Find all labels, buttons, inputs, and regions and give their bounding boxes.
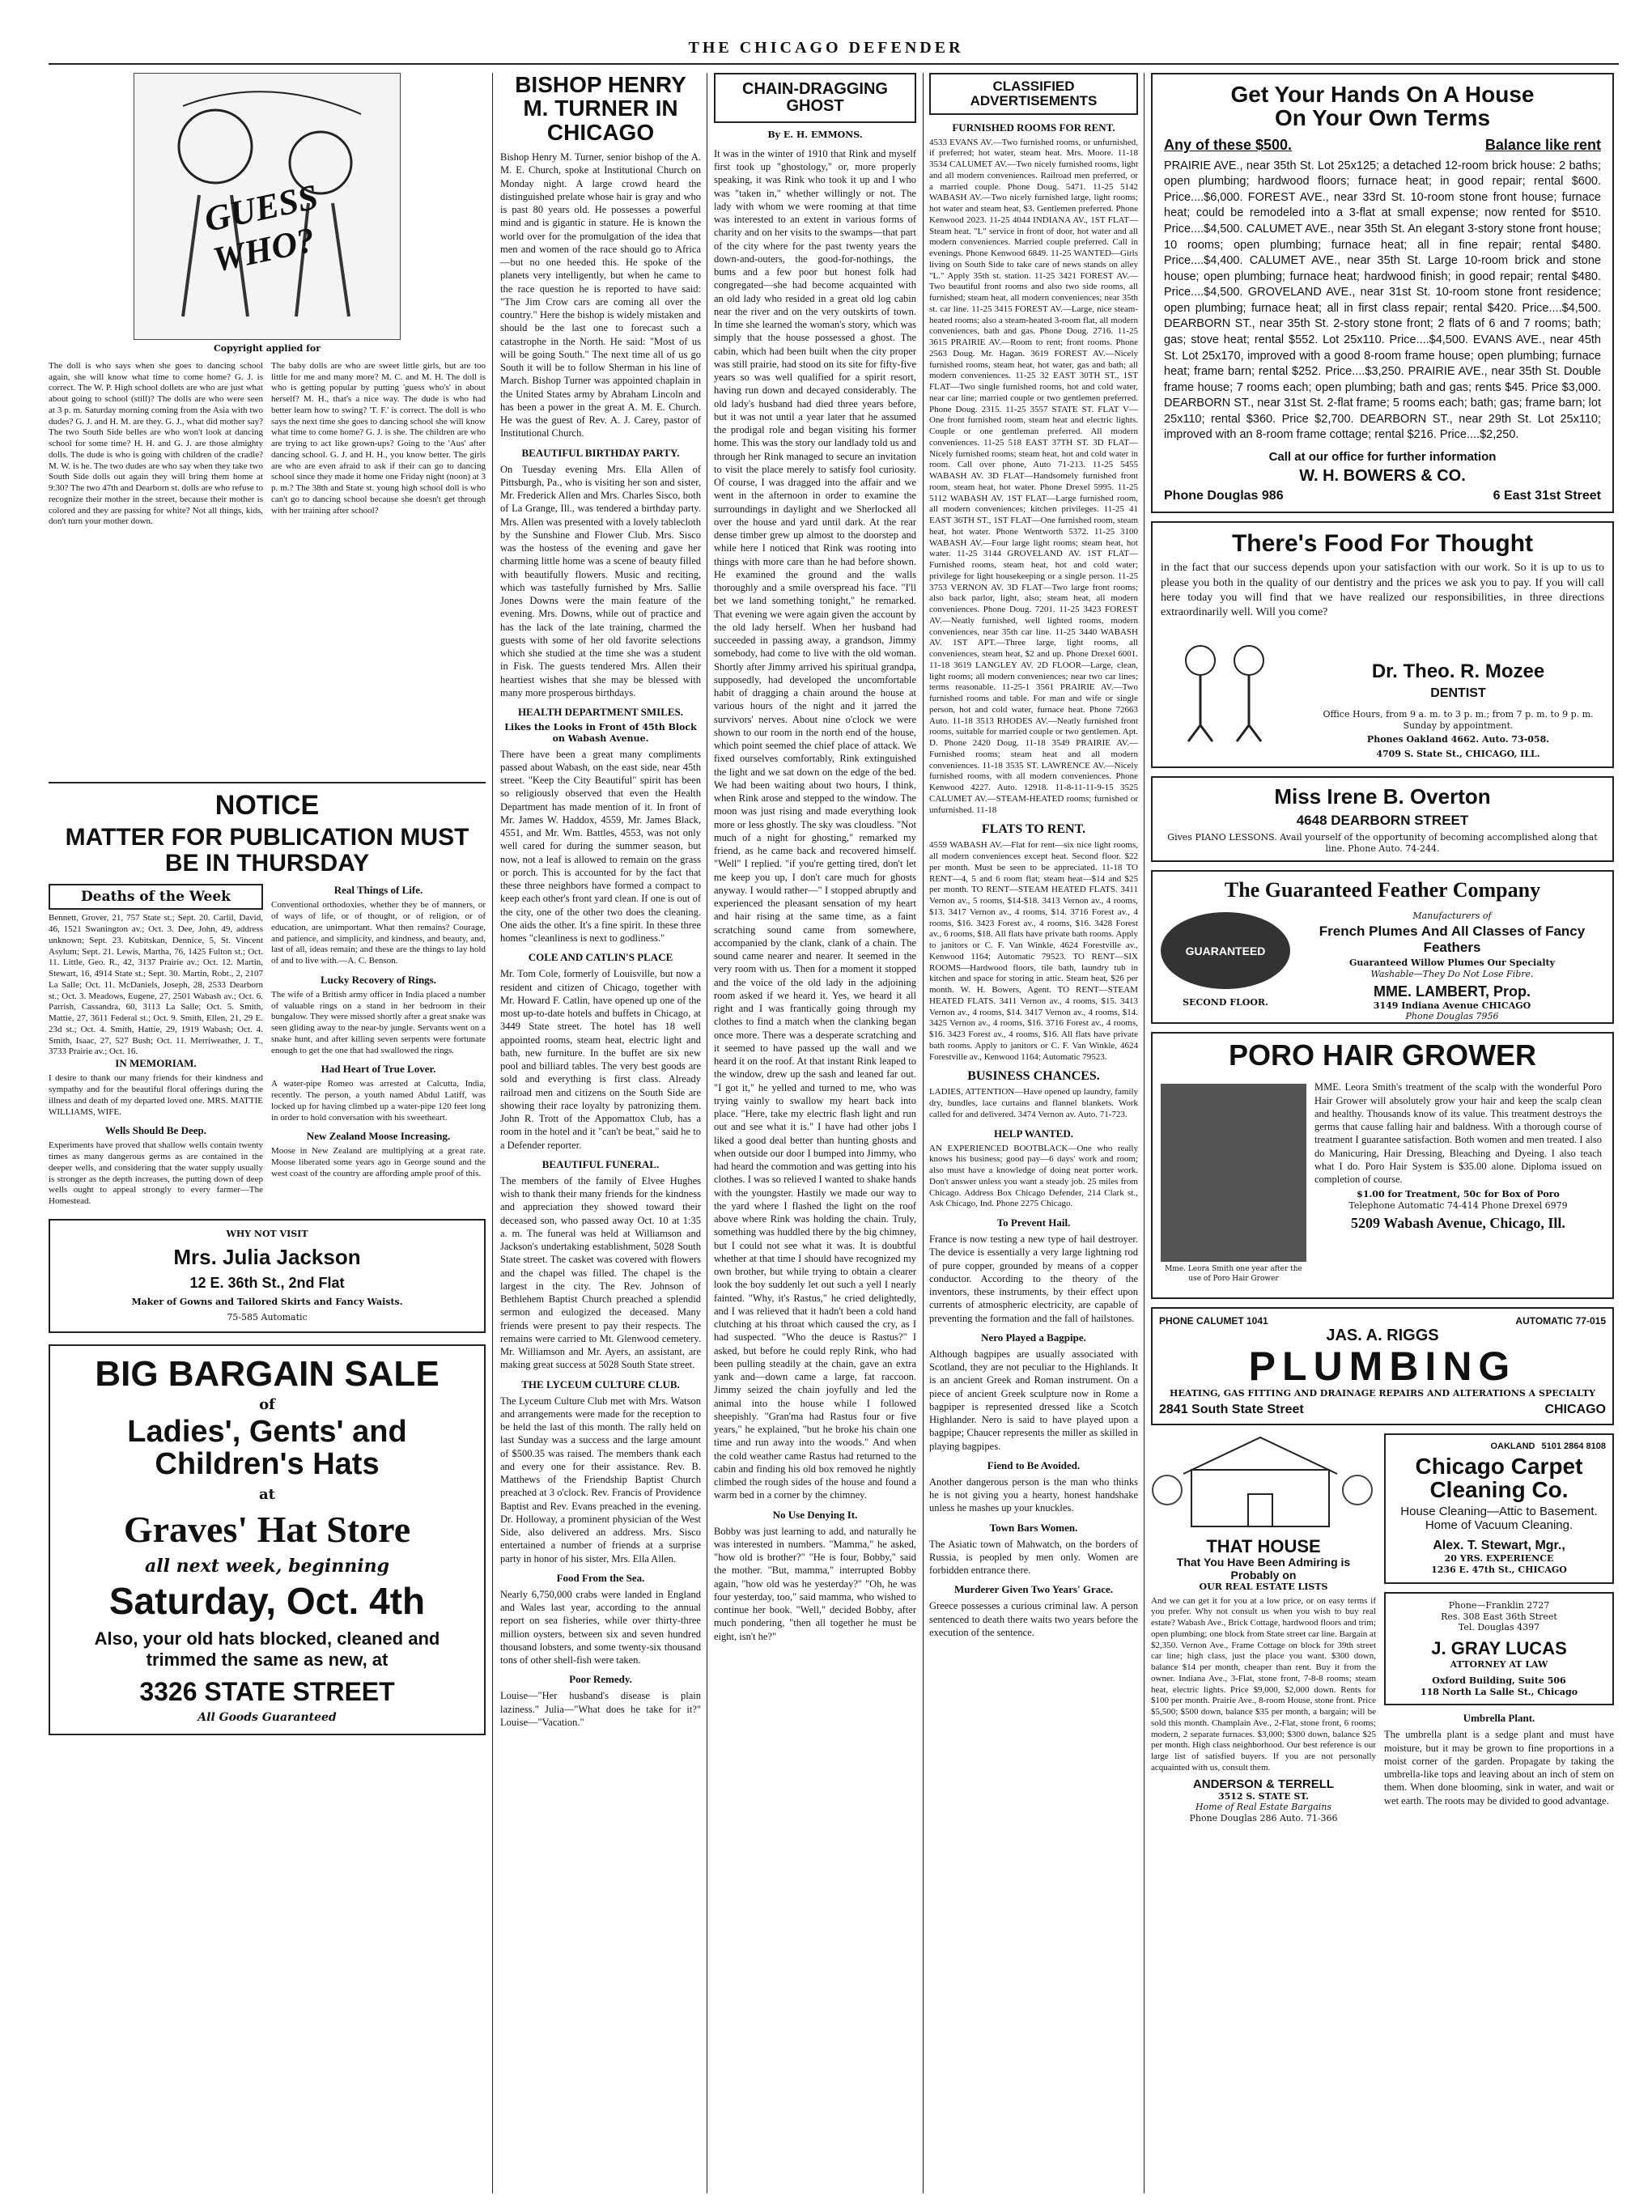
lucas-phone: Phone—Franklin 2727 [1448, 1599, 1550, 1611]
carpet-addr: 1236 E. 47th St., CHICAGO [1431, 1565, 1567, 1576]
memoriam-title: IN MEMORIAM. [115, 1057, 197, 1070]
ghost-headline: CHAIN-DRAGGING GHOST [742, 80, 888, 115]
food-thought-body: in the fact that our success depends upon your satisfaction with our work. So it is up to us to please you both in the quality of our dentistry and the prices we ask you to pay. If you will call here today you will find that we have realized our responsibilities, in three directions extraordinarily well. Will you come? [1161, 562, 1604, 618]
plumb-title: PLUMBING [1248, 1344, 1517, 1390]
dentist-ad [1151, 521, 1614, 768]
plumb-auto: AUTOMATIC 77-015 [1515, 1315, 1606, 1327]
hail-title: To Prevent Hail. [996, 1216, 1071, 1229]
bobby-title: No Use Denying It. [772, 1508, 858, 1521]
moose-title: New Zealand Moose Increasing. [306, 1130, 451, 1143]
plumb-phone: PHONE CALUMET 1041 [1159, 1315, 1268, 1327]
column-3 [714, 73, 916, 2201]
remedy-title: Poor Remedy. [569, 1673, 632, 1686]
bowers-ad [1151, 73, 1614, 513]
sale-when: all next week, beginning [145, 1556, 389, 1577]
poro-price: $1.00 for Treatment, 50c for Box of Poro [1357, 1189, 1560, 1200]
deaths-list: Bennett, Grover, 21, 757 State st.; Sept. 20. Carlil, David, 46, 1521 Swanington av.; Oct. 3. Dee, John, 49, address unknown; Sept. 23. Kubitskan, Dennice, 5, St. Vincent Asylum; Sept. 21. Lewis, Martha, 76, 1425 Fulton st.; Oct. 11. Little, Geo. R., 42, 3137 Prairie av.; Oct. 12. Martin, Stewart, 16, 4914 State st.; Sept. 30. Martin, Robt., 2, 2107 La Salle; Oct. 11. McDaniels, Joseph, 28, 2533 Dearborn st.; Oct. 3. Meadows, Eugene, 27, 2501 Wabash av.; Oct. 6. Parrish, Cassandra, 60, 3113 La Salle; Oct. 5. Smith, Mattie, 27, 3611 Federal st.; Oct. 9. Smith, Ellen, 21, 29 E. 23d st.; Oct. 4. Smith, Hattie, 29, 1919 Wabash; Oct. 4. Smith, Isaac, 27, 527 Bush; Oct. 11. Merriweather, J. T., 3733 Prairie av.; Oct. 16. [49, 913, 263, 1057]
health-body: There have been a great many compliments passed about Wabash, on the east side, near 45th street. "Keep the City Beautiful" spirit has been so religiously observed that even the Health Department has made mention of it. In front of Mr. James W. Haddox, 4559, Mr. James Black, 4551, and Mr. Wm. Battles, 4553, was not only well cared for during the summer season, but now, not a leaf is allowed to remain on the grass or porch. This is accounted for by the fact that these three neighbors have formed a compact to keep each other's front yard clean. If one is out of the city, one of the other two does the cleaning. One aids the other. It's a fine spirit. In these three homes "cleanliness is next to godliness." [500, 748, 701, 945]
feather-mfr: Manufacturers of [1412, 911, 1492, 922]
wells-body: Experiments have proved that shallow wells contain twenty times as many dangerous germs as are contained in the deeper wells, and considering that the water supply usually is stronger as the depth increases, the putting down of deep wells ought to appeal strongly to every farmer—The Homestead. [49, 1140, 263, 1207]
dentist-cartoon-icon [1164, 636, 1285, 749]
heart-body: A water-pipe Romeo was arrested at Calcutta, India, recently. The person, a youth named Abdul Latiff, was locked up for having climbed up a water-pipe 120 feet long in order to hold conversation with his sweetheart. [271, 1079, 486, 1123]
memoriam-body: I desire to thank our many friends for their kindness and sympathy and for the beautiful floral offerings during the illness and death of my departed loved one. MRS. MATTIE WILLIAMS, WIFE. [49, 1073, 263, 1117]
poro-portrait [1161, 1084, 1306, 1262]
that-list-head: OUR REAL ESTATE LISTS [1199, 1581, 1328, 1592]
piano-name: Miss Irene B. Overton [1274, 783, 1491, 809]
column-rule-1 [492, 73, 493, 2193]
plumb-addr: 2841 South State Street [1159, 1402, 1304, 1416]
hail-body: France is now testing a new type of hail destroyer. The device is essentially a very large lightning rod of pure copper, grounded by means of a copper conductor. According to the theory of the inventors, these instruments, by their effect upon currents of atmospheric electricity, are capable of preventing the formation and the fall of hailstones. [929, 1233, 1138, 1324]
why-desc: Maker of Gowns and Tailored Skirts and Fancy Waists. [131, 1296, 403, 1307]
cole-body: Mr. Tom Cole, formerly of Louisville, but now a resident and citizen of Chicago, together with Mr. Howard F. Catlin, have opened up one of the most up-to-date hotels and buffets in Chicago, at 3449 State street. The hotel has 18 well appointed rooms, steam heat, electric light and bath, new furniture. In the buffet are six new pool and billiard tables. The very best goods are sold and everything is first class. Already railroad men and citizens on the South Side are showing their race loyalty by patronizing them. John R. Trott of the Appomattox Club, has a room in the hotel and it "can't be beat," said he to a Defender reporter. [500, 968, 701, 1151]
column-1 [49, 73, 486, 2201]
carpet-mgr: Alex. T. Stewart, Mgr., [1433, 1539, 1565, 1553]
funeral-title: BEAUTIFUL FUNERAL. [541, 1157, 660, 1170]
that-addr: 3512 S. STATE ST. [1217, 1790, 1310, 1802]
sale-at: at [259, 1486, 275, 1504]
party-title: BEAUTIFUL BIRTHDAY PARTY. [521, 446, 680, 459]
julia-jackson-ad [49, 1219, 486, 1333]
masthead: THE CHICAGO DEFENDER [688, 39, 964, 57]
party-body: On Tuesday evening Mrs. Ella Allen of Pittsburgh, Pa., who is visiting her son and sister, Mr. Frederick Allen and Mrs. Charles Sisco, both of La Grange, Ill., was tendered a birthday party. Mrs. Allen was presented with a lovely tablecloth by the Sunshine and Flower Club. Mrs. Sisco was the hostess of the evening and gave her charming little home was a scene of beauty filled with beautifully flowers. Music and reciting, which was tastefully furnished by Mrs. Sallie Jones Downs were the main feature of the evening. Mrs. Downs, while out of practice and has the lack of the late training, charmed the guests with some of her old favorite selections which she studied at the time she was a student in Fisk. The guests tendered Mrs. Allen their heartiest wishes that she may be blessed with many more prosperous birthdays. [500, 463, 701, 698]
rings-body: The wife of a British army officer in India placed a number of valuable rings on a stand in her bedroom in their bungalow. They were missed shortly after a great snake was seen gliding away to the near-by jungle. Servants went on a snake hunt, and after killing seven serpents were fortunate enough to get the one that had swallowed the rings. [271, 989, 486, 1055]
sale-addr: 3326 STATE STREET [139, 1677, 395, 1707]
cole-title: COLE AND CATLIN'S PLACE [528, 951, 673, 964]
ghost-byline: By E. H. EMMONS. [767, 129, 863, 140]
plumb-name: JAS. A. RIGGS [1326, 1327, 1439, 1345]
bargain-sale-ad [49, 1344, 486, 1735]
feather-phone: Phone Douglas 7956 [1405, 1011, 1499, 1022]
house-title-1: Get Your Hands On A House [1230, 82, 1535, 107]
feather-ad [1151, 870, 1614, 1024]
fiend-title: Fiend to Be Avoided. [987, 1458, 1081, 1471]
lucas-name: J. GRAY LUCAS [1431, 1638, 1567, 1659]
feather-willow: Guaranteed Willow Plumes Our Specialty [1349, 957, 1555, 969]
dentist-title: DENTIST [1430, 686, 1486, 700]
sale-store: Graves' Hat Store [123, 1509, 411, 1551]
poro-title: PORO HAIR GROWER [1228, 1038, 1536, 1072]
that-home: Home of Real Estate Bargains [1195, 1802, 1332, 1813]
bobby-body: Bobby was just learning to add, and naturally he was interested in numbers. "Mamma," he asked, "how old is brother?" "He is four, Bobby," said the mother. "But, mamma," interrupted Bobby again, "how old was he yesterday?" "Oh, he was four yesterday, too," said mamma, who wished to continue her book. "Well," decided Bobby, after much pondering, "then all together he must be eight, isn't he?" [714, 1525, 916, 1642]
moose-body: Moose in New Zealand are multiplying at a great rate. Moose liberated some years ago in George sound and the west coast of the country are affording ample proof of this. [271, 1146, 486, 1178]
that-firm: ANDERSON & TERRELL [1192, 1777, 1335, 1791]
cartoon-caption: Copyright applied for [214, 343, 321, 354]
murder-body: Greece possesses a curious criminal law. A person sentenced to death there waits two years before the execution of the sentence. [929, 1600, 1138, 1638]
plumb-desc: HEATING, GAS FITTING AND DRAINAGE REPAIRS AND ALTERATIONS A SPECIALTY [1170, 1387, 1595, 1399]
column-2 [500, 73, 701, 2201]
house-phone: Phone Douglas 986 [1164, 488, 1284, 503]
umbrella-title: Umbrella Plant. [1463, 1712, 1535, 1725]
piano-desc: Gives PIANO LESSONS. Avail yourself of the opportunity of becoming accomplished along that line. Phone Auto. 74-244. [1167, 831, 1598, 854]
piano-ad [1151, 776, 1614, 863]
why-title: WHY NOT VISIT [226, 1228, 308, 1239]
cartoon-title: GUESS WHO? [201, 176, 322, 280]
poro-body: MME. Leora Smith's treatment of the scalp with the wonderful Poro Hair Grower will absolutely grow your hair and keep the scalp clean and healthy. Thousands know of its value. This treatment destroys the germs that cause falling hair and baldness. With a thorough course of treatment I guarantee satisfaction. Both women and men treated. I also do Manicuring, Hair Dressing, Bleaching and Dyeing. I also teach what I do. Poro Hair System is $35.00 alone. Diploma issued on completion of course. [1314, 1081, 1602, 1186]
carpet-exp: 20 YRS. EXPERIENCE [1444, 1553, 1554, 1565]
house-call: Call at our office for further information [1268, 449, 1497, 464]
bans-title: Town Bars Women. [989, 1521, 1078, 1534]
health-title: HEALTH DEPARTMENT SMILES. [517, 706, 684, 719]
health-sub: Likes the Looks in Front of 45th Block on Wabash Avenue. [504, 722, 697, 744]
wells-title: Wells Should Be Deep. [105, 1124, 206, 1137]
guess-text-right: The baby dolls are who are sweet little girls, but are too little for me and many more? M. C. and M. H. The doll is who is getting popular by putting 'guess who's' in about herself? M. H., that's a nice way. The dude is who had better learn how to swing? 'T. F.' is correct. The doll is who says the next time she goes to dancing school she will know what time to come home? G. J. is she. The children are who are trying to act like grown-ups? Going to the 'Aus' after dancing school. G. J. and H. H., you know better. The girls are who are even afraid to ask if their can go to dancing school since they made it home one Friday night (noon) at 3 p. m.? The 38th and State st. young high school doll is who can't go to dancing school because she doesn't get through with her training after school? [271, 360, 486, 516]
food-sea-body: Nearly 6,750,000 crabs were landed in England and Wales last year, according to the annual report on sea fisheries, while over thirty-three million oysters, between six and seven hundred thousand lobsters, and some twenty-six thousand tons of other shell-fish were taken. [500, 1588, 701, 1666]
house-any: Any of these $500. [1164, 136, 1293, 153]
lucas-ad [1384, 1592, 1614, 1706]
fiend-body: Another dangerous person is the man who thinks he is not giving you a hearty, honest handshake unless he mashes up your knuckles. [929, 1475, 1138, 1514]
dentist-hours: Office Hours, from 9 a. m. to 3 p. m.; from 7 p. m. to 9 p. m. Sunday by appointment. [1323, 708, 1594, 731]
carpet-ad [1384, 1433, 1614, 1584]
house-title-2: On Your Own Terms [1274, 105, 1491, 131]
lyceum-body: The Lyceum Culture Club met with Mrs. Watson and arrangements were made for the reception to be held the last of this month. The rally held on last Sunday was a success and the large amount of $500.35 was raised. The members thank each and every one for their assistance. Rev. B. Matthews of the Friendship Baptist Church preached at 3 o'clock. Rev. Francis of Providence Baptist and Rev. Evans preached in the evening. Dr. Holloway, a prominent physician of the West Side, also delivered an address. Mrs. Sisco entertained a number of friends at a surprise party in honor of his sister, Mrs. Ella Allen. [500, 1395, 701, 1565]
feather-title: The Guaranteed Feather Company [1224, 878, 1541, 902]
why-name: Mrs. Julia Jackson [173, 1244, 361, 1269]
plumb-city: CHICAGO [1544, 1402, 1606, 1416]
house-illustration [1151, 1433, 1376, 1531]
lyceum-title: THE LYCEUM CULTURE CLUB. [521, 1378, 680, 1390]
lucas-res: Res. 308 East 36th Street [1441, 1611, 1557, 1622]
business-title: BUSINESS CHANCES. [967, 1069, 1100, 1084]
turner-headline: BISHOP HENRY M. TURNER IN CHICAGO [515, 72, 686, 145]
carpet-title: Chicago Carpet Cleaning Co. [1415, 1453, 1583, 1503]
poro-ad [1151, 1032, 1614, 1299]
deaths-title: Deaths of the Week [49, 884, 263, 910]
sale-title: BIG BARGAIN SALE [95, 1354, 440, 1395]
poro-addr: 5209 Wabash Avenue, Chicago, Ill. [1351, 1214, 1565, 1231]
house-company: W. H. BOWERS & CO. [1299, 466, 1466, 485]
carpet-oak: OAKLAND [1490, 1441, 1535, 1451]
umbrella-body: The umbrella plant is a sedge plant and must have moisture, but it may be grown to fine proportions in a moist corner of the garden. Propagate by taking the umbrella-like tops and leaving about an inch of stem on them. When done blooming, sink in water, and wait or wet earth. The roots may be divided to good advantage. [1384, 1729, 1614, 1807]
lucas-tel: Tel. Douglas 4397 [1458, 1622, 1540, 1633]
business-body: LADIES, ATTENTION—Have opened up laundry, family dry, bundles, lace curtains and flannel blankets. Work called for and delivered. 3474 Vernon av. Auto. 71-723. [929, 1087, 1138, 1119]
guess-text-left: The doll is who says when she goes to dancing school again, she will know what time to come home? G. J. is correct. The W. P. High school dollets are who are just what about going to school (still)? The dolls are who were seen at 3 p. m. Saturday morning coming from the Asia with two dudes? G. J. and H. M. are they. G. J., what did mother say? The two South Side belles are who won't look at dancing school for some time? H. H. and G. J. are those almighty dolls. The dude is who is going with children of the cradle? M. W. is he. The two dudes are who say when they take two South Side dolls out again they will bring them home at 9:30? The two 47th and Dearborn st. dolls are who refuse to recognize their mother in the street, because their mother is colored and they are passing for white? Not all things, kids, don't turn your mother down. [49, 360, 263, 527]
column-5 [1151, 73, 1614, 2201]
feather-items: French Plumes And All Classes of Fancy Feathers [1319, 923, 1586, 956]
that-phone: Phone Douglas 286 Auto. 71-366 [1189, 1813, 1338, 1824]
that-sub: That You Have Been Admiring is Probably on [1176, 1555, 1351, 1582]
column-rule-4 [1144, 73, 1145, 2193]
guess-who-cartoon [134, 73, 401, 340]
nero-body: Although bagpipes are usually associated with Scotland, they are not peculiar to the Highlands. It is an ancient Greek and Roman instrument. On a piece of ancient Greek sculpture now in Rome a bagpiper is represented dressed like a Scotch Highlander. Nero is said to have played upon a bagpipe; Chaucer represents the miller as skilled in playing bagpipes. [929, 1348, 1138, 1452]
rings-title: Lucky Recovery of Rings. [321, 973, 436, 986]
column-4 [929, 73, 1138, 2201]
poro-phone: Telephone Automatic 74-414 Phone Drexel 6979 [1348, 1200, 1568, 1212]
classified-title-box [929, 73, 1138, 115]
lucas-bldg: Oxford Building, Suite 506 [1432, 1675, 1566, 1686]
furnished-rooms-ads: 4533 EVANS AV.—Two furnished rooms, or unfurnished, if preferred; hot water, steam heat. Mrs. Moore. 11-18 3534 CALUMET AV.—Two nicely furnished rooms, light and all modern conveniences. Railroad men preferred, or a married couple. Phone Doug. 5471. 11-25 5142 WABASH AV.—Two nicely furnished large, light rooms; hot water and steam heat, $3. Gentlemen preferred. Phone Kenwood 2023. 11-25 4044 INDIANA AV., 1ST FLAT—Steam heat. "L" service in front of door, hot water and all modern conveniences. Married couple preferred. Call in evenings. Phone Kenwood 6849. 11-25 WANTED—Girls living on South Side to take care of news stands on alley "L." Apply 35th st. station. 11-25 3421 FOREST AV.—Two beautiful front rooms and also two side rooms, all furnished; steam heat, all modern conveniences; near 35th st. car line. 11-25 3415 FOREST AV.—Large, nice steam-heated rooms; also a steam-heated 3-room flat, all modern conveniences, bath and gas. Phone Doug. 2716. 11-25 3615 PRAIRIE AV.—Room to rent; front rooms. Phone 2563 Doug. Mr. Hagan. 3619 FOREST AV.—Nicely furnished rooms, steam heat, hot water, gas and bath; all modern conveniences. 11-25 32 EAST 30TH ST., 1ST FLAT—Two single furnished rooms, hot and cold water, near car line; married couple or two gentlemen preferred. Phone Doug. 2315. 11-25 3557 STATE ST. FLAT V—One front furnished room, steam heat and electric lights. Couple or one gentleman preferred. All modern conveniences. 11-25 518 EAST 37TH ST. 3D FLAT—Nicely furnished rooms; steam heat, hot and cold water in room. Call over phone, Auto 71-213. 11-25 5455 WABASH AV. 3D FLAT—Handsomely furnished front room, steam heat, hot water. Phone Drexel 5995. 11-25 5112 WABASH AV. 1ST FLAT—Large furnished room, all modern conveniences; kitchen privileges. 11-25 41 EAST 36TH ST., 1ST FLAT—One furnished room, steam heat, hot water. Phone Wentworth 5372. 11-25 3100 WABASH AV.—Four large light rooms; steam heat, hot water. 11-25 3144 GROVELAND AV. 1ST FLAT—Furnished rooms, steam heat, hot and cold water; privilege for light housekeeping or a single person. 11-25 3753 VERNON AV. 3D FLAT—Two large front rooms; also back parlor, light, also; steam heat, all modern conveniences. Phone Doug. 7201. 11-25 3423 FOREST AV.—Neatly furnished, well lighted rooms, modern conveniences, near 35th car line. 11-25 3440 WABASH AV. 1ST APT.—Three large, light rooms, all conveniences, steam heat, $2 and up. Phone Drexel 6001. 11-18 3619 LANGLEY AV. 2D FLOOR—Large, clean, light rooms; all modern conveniences; near two car lines; terms reasonable. 11-25-1 3561 PRAIRIE AV.—Two furnished rooms and table. For man and wife or single person, hot and cold water, furnace heat. Phone 72663 Auto. 11-18 3513 RHODES AV.—Neatly furnished front rooms, suitable for married couple or two gentlemen. Apt. D. Phone 2420 Doug. 11-18 3549 PRAIRIE AV.—Furnished rooms; steam heat and all modern conveniences. 11-18 3535 ST. LAWRENCE AV.—Nicely furnished rooms, with all modern conveniences. Phone Kenwood 4227. Auto. 12918. 11-8-11-11-9-15 3525 CALUMET AV.—STEAM-HEATED rooms; furnished or unfurnished. 11-18 [929, 137, 1138, 815]
notice-rule [49, 782, 486, 783]
poro-caption: Mme. Leora Smith one year after the use of Poro Hair Grower [1165, 1265, 1302, 1283]
help-body: AN EXPERIENCED BOOTBLACK—One who really knows his business; good pay—6 days' work and room; also must have a knowledge of doing neat porter work. Don't answer unless you want a steady job. 25 miles from Chicago. Address Box Chicago Defender, 214 Clark st., Ask Chicago, Ind. Phone 2275 Chicago. [929, 1143, 1138, 1209]
sale-also: Also, your old hats blocked, cleaned and trimmed the same as new, at [94, 1628, 440, 1671]
lucas-addr: 118 North La Salle St., Chicago [1420, 1686, 1578, 1697]
notice-title: NOTICE [214, 789, 320, 821]
bans-body: The Asiatic town of Mahwatch, on the borders of Russia, is peopled by men only. Women are forbidden entrance there. [929, 1538, 1138, 1577]
that-body: And we can get it for you at a low price, or on easy terms if you prefer. Why not consult us when you wish to buy real estate? Wabash Ave., Brick Cottage, hardwood floors and trim; open plumbing; one block from State street car line. Bargain at $2,350. Vernon Ave., Frame Cottage on block for 39th street car line; high class, just the place you want. $300 down, balance $14 per month, cheaper than rent. Buy it from the owner. Indiana Ave., 3-Flat, stone front, 7-8-8 rooms; steam heat, electric lights. Price $9,000, $2,000 down. Rents for $100 per month. Prairie Ave., 8-room House, stone front. Price $5,500; $500 down, balance $35 per month, a bargain; will be sold this month. Champlain Ave., 2-Flat, stone front, 6 rooms; modern, 2 separate furnaces. $3,000; $300 down, balance $25 per month. High class neighborhood. Our best reference is our large list of satisfied buyers. If you are not personally acquainted with us, consult them. [1151, 1595, 1376, 1773]
that-title: THAT HOUSE [1206, 1535, 1321, 1556]
feather-image [1161, 912, 1290, 989]
turner-story: Bishop Henry M. Turner, senior bishop of the A. M. E. Church, spoke at Institutional Church on Monday night. A large crowd heard the distinguished prelate whose hair is gray and who is past 80 years old. He possesses a powerful mind and is gigantic in stature. He is known the world over for the promulgation of the idea that men and women of the race should go to Africa—but no one heeded this. He spoke of the planets very intelligently, but when he came to the race question he is reported to have said: "The Jim Crow cars are coming all over the country." Here the bishop is widely mistaken and should be the last one to forecast such a catastrophe in the North. He said: "Most of us will be going South." The next time all of us go South it will be to follow Sherman in his line of March. Bishop Turner was appointed chaplain in the United States army by Abraham Lincoln and has been a power in the great A. M. E. Church. He was the guest of Rev. A. J. Carey, pastor of Institutional Church. [500, 151, 701, 439]
sale-items: Ladies', Gents' and Children's Hats [127, 1415, 407, 1482]
sale-guar: All Goods Guaranteed [197, 1711, 337, 1725]
feather-owner: MME. LAMBERT, Prop. [1374, 983, 1531, 1000]
funeral-body: The members of the family of Elvee Hughes wish to thank their many friends for the kindness and appreciation they showed toward their deceased son, who passed away Oct. 10 at 1:35 a. m. The funeral was held at Williamson and Jackson's undertaking establishment, 5028 South State street. The casket was covered with flowers and the chapel was filled. The chapel is the largest in the city. The Rev. Johnson of Bethlehem Baptist Church preached a splendid sermon and eulogized the deceased. Many friends were present to pay their respects. The remains were carried to Mt. Glenwood cemetery. Mr. Williamson and Mr. Ayers, an assistant, are making great success at 5028 South State street. [500, 1174, 701, 1371]
plumbing-ad [1151, 1307, 1614, 1424]
help-title: HELP WANTED. [993, 1127, 1073, 1140]
ghost-story: It was in the winter of 1910 that Rink and myself first took up "ghostology," or, more properly speaking, it was Rink who took it up and I who was "taken in," whether willingly or not. The lady with whom we were rooming at that time was interested to an extent in various forms of charity and on her visits to the swamps—that part of the city where for the past twenty years the down-and-outers, the good-for-nothings, the bums and a few poor but honest folk had congregated—she had become acquainted with an old lady who resided in a great old log cabin near the river and on the very outskirts of town. In time she learned the woman's story, which was simply that the house possessed a ghost. The cabin, which had been built when the city proper was still prairie, had stood on its site for fifty-five years so was well qualified for a spirit resort, having run down and decayed considerably. The old lady's husband had died three years before, but it was not until a year later that he assumed the prodigal role and began visiting his former home. This was the story our landlady told us and through her Rink managed to secure an invitation to visit the place merely to satisfy fool curiosity. Of course, I was dragged into the affair and we went in the afternoon in order to examine the surroundings in daylight and we Sherlocked all over the house and yard until dark. At the rear dense timber grew up almost to the doorstep and while here I noticed that Rink was rooting into things with more care than he had before shown. He examined the ground and the walls thoroughly and a smile overspread his face. "I'll bet we land something tonight," he remarked. That evening we were again given the account by the old lady herself. When her husband had succeeded in passing away, a grandson, Jimmy somebody, had come to live with the old woman. Shortly after Jimmy arrived his spiritual grandpa, supposedly, had developed the uncomfortable habit of dragging a chain around the house at various hours of the night and it jarred the survivors' nerves. About nine o'clock we were shown to our room in the north end of the house, which point seemed the chief place of attack. We fixed ourselves comfortably, Rink extinguished the light and we sat down on the edge of the bed. We had been waiting about two hours, I think, when Rink arose and stepped to the window. The moon was just rising and made everything look more or less ghostly. The sky was cloudless. "Not much of a night for ghosting," remarked my friend, as he came back and recovered himself. "Well" I replied. "if you're getting tired, don't let me keep you up, I don't care much for ghosts anyway. I would rather—" I stopped abruptly and experienced the pleasant sensation of my heart and hair rising at the same time, as a faint scratching sound came from somewhere, accompanied by the clank, clank of a chain. The sound came nearer and nearer. It seemed in the very room with us. Then for a moment it stopped and the voice of the old lady in the adjoining room asked if we heard it. Yes, we heard it all right and I was frantically going through my clothes to find a match when the clanking began once more. There was a desperate scratching and it seemed to have passed up the wall and we heard it on the roof. At that instant Rink leaped to the window, drew up the sash and leaned far out. "I got it," he yelled and turned to me, who was trying vainly to swallow my heart back into place. "Here, take my electric flash light and run out and see what it is." I have had other jobs I liked a good deal better than hunting ghosts and when outside our door I bumped into Jimmy, who had heard the commotion and was getting into his clothes. I was so relieved I wanted to shake hands with the youngster. Hastily we made our way to the yard where I flashed the light on the roof above where Rink was holding the chain. Truly, something was huddled there by the big chimney, but I could not see what it was. It is doubtful whether at that time I should have recognized my own brother, but while trying to obtain a clearer look the boy suddenly let out such a yell I nearly fainted. "Why, it's Rastus," he cried delightedly, and I was relieved that it hadn't been a cold hand clutching at his throat which caused the cry, as I had suspected. "Who the deuce is Rastus?" I asked, but before he could reply Rink, who had been pulling steadily at the chain, gave an extra yank and—down came a large, fat raccoon. Jimmy seized the chain joyfully and led the animal into the house while I followed sheepishly. "Gran'ma had Rastus four or five years," he explained, "but he broke his chain one time and run away into the woods." And when the cold weather came Rastus had returned to the cabin and finding his old box removed he nightly climbed the rough sides of the house and found a warm bed in a corner by the chimney. [714, 147, 916, 1501]
carpet-nums: 5101 2864 8108 [1541, 1441, 1606, 1451]
feather-floor: SECOND FLOOR. [1183, 997, 1268, 1008]
flats-title: FLATS TO RENT. [981, 822, 1086, 837]
dentist-addr: 4709 S. State St., CHICAGO, ILL. [1376, 749, 1540, 760]
lucas-title: ATTORNEY AT LAW [1450, 1659, 1548, 1671]
real-things-body: Conventional orthodoxies, whether they be of manners, or of ways of life, or of thought, or of religion, or of education, are unimportant. What then remains? Courage, and patience, and simplicity, and kindness, and beauty, and, last of all, ideas remain; and these are the things to lay hold of and to live with.—A. C. Benson. [271, 900, 486, 966]
murder-title: Murderer Given Two Years' Grace. [953, 1583, 1114, 1596]
house-balance: Balance like rent [1484, 136, 1601, 153]
heart-title: Had Heart of True Lover. [321, 1063, 436, 1076]
feather-badge: GUARANTEED [1185, 944, 1266, 957]
column-rule-3 [923, 73, 924, 2193]
furnished-rooms-title: FURNISHED ROOMS FOR RENT. [952, 121, 1115, 134]
notice-body: MATTER FOR PUBLICATION MUST BE IN THURSDAY [65, 824, 469, 877]
remedy-body: Louise—"Her husband's disease is plain laziness." Julia—"What does he take for it?" Louise—"Vacation." [500, 1690, 701, 1728]
dentist-phone: Phones Oakland 4662. Auto. 73-058. [1366, 734, 1550, 745]
food-sea-title: Food From the Sea. [556, 1571, 645, 1584]
carpet-desc: House Cleaning—Attic to Basement. Home of Vacuum Cleaning. [1400, 1505, 1598, 1533]
sale-date: Saturday, Oct. 4th [108, 1580, 426, 1623]
nero-title: Nero Played a Bagpipe. [981, 1331, 1086, 1344]
house-list: PRAIRIE AVE., near 35th St. Lot 25x125; a detached 12-room brick house: 2 baths; open plumbing; hardwood floors; furnace heat; in good repair; rental $600. Price....$6,000. FOREST AVE., near 33rd St. 10-room stone front house; furnace heat; could be remodeled into a 3-flat at small expense; now rented for $510. Price....$4,500. CALUMET AVE., near 35th St. An elegant 3-story stone front house; 10 rooms; open plumbing; furnace heat; all in fine repair; rental $480. Price....$4,400. CALUMET AVE., near 35th St. Large 10-room brick and stone house; open plumbing; furnace heat; hardwood finish; in good repair; rental $480. Price....$4,500. GROVELAND AVE., near 31st St. 10-room stone front residence; open plumbing; furnace heat; all in first class repair; rental $420. Price....$4,500. DEARBORN ST., near 35th St. 2-story stone front; 2 flats of 6 and 7 rooms; bath; gas; stove heat; rental $552. Lot 25x110. Price....$4,500. EVANS AVE., near 45th St. Lot 25x170, improved with a good 8-room frame house; open plumbing; furnace heat; frame barn; rental $252. Price....$3,250. PRAIRIE AVE., near 35th St. Double frame house; 7 rooms each; open plumbing; bath and gas; rents $45. Price $3,000. DEARBORN ST., near 31st St. 2-flat frame; 5 rooms each; bath; gas; frame barn; lot 25x110; rental $360. Price $2,700. DEARBORN ST., near 29th St. Lot 25x110; improved with an 8-room frame cottage; rental $216. Price....$2,250. [1164, 159, 1601, 442]
why-addr: 12 E. 36th St., 2nd Flat [189, 1274, 345, 1291]
piano-addr: 4648 DEARBORN STREET [1296, 812, 1469, 828]
why-phone: 75-585 Automatic [227, 1312, 308, 1323]
flats-ads: 4559 WABASH AV.—Flat for rent—six nice light rooms, all modern conveniences except heat. Second floor. $22 per month. Must be seen to be appreciated. 11-18 TO RENT—4, 5 and 6 room flat; steam heat—$14 and $25 per month. TO RENT—STEAM HEATED FLATS. 3411 Vernon av., 5 rooms, $14-$18. 3413 Vernon av., 4 rooms, $13. 3417 Vernon av., 4 rooms, $14. 3716 Forest av., 4 rooms, $16. 3423 Forest av., 4 rooms, $16. 3428 Forest av., 6 rooms, $18. All flats have private bath rooms. Apply to janitors or C. F. Van Winkle, 4624 Forestville av., Kenwood 1164; Automatic 79523. TO RENT—SIX ROOMS—Hardwood floors, tile bath, laundry tub in kitchen and space for storing in attic. Steam heat, $26 per month. W. H. Bowers, Agent. TO RENT—STEAM HEATED FLATS. 3411 Vernon av., 4 rooms, $15. 3413 Vernon av., 4 rooms, $14. 3417 Vernon av., 4 rooms, $14. 3425 Vernon av., 4 rooms, $16. 3716 Forest av., 4 rooms, $16. 3423 Forest av., 4 rooms, $16. All flats have private bath rooms. Apply to janitors or C. F. Van Winkle, 4624 Forestville av., Kenwood 1164; Automatic 79523. [929, 840, 1138, 1062]
sale-of: of [259, 1396, 275, 1414]
top-rule [49, 63, 1619, 65]
dentist-name: Dr. Theo. R. Mozee [1371, 660, 1545, 682]
classified-title: CLASSIFIED ADVERTISEMENTS [970, 79, 1098, 108]
ghost-headline-box [714, 73, 916, 123]
real-things-title: Real Things of Life. [333, 884, 423, 897]
feather-addr: 3149 Indiana Avenue CHICAGO [1373, 1000, 1531, 1011]
feather-wash: Washable—They Do Not Lose Fibre. [1370, 968, 1534, 979]
food-thought-title: There's Food For Thought [1231, 529, 1534, 557]
house-addr: 6 East 31st Street [1493, 488, 1601, 503]
